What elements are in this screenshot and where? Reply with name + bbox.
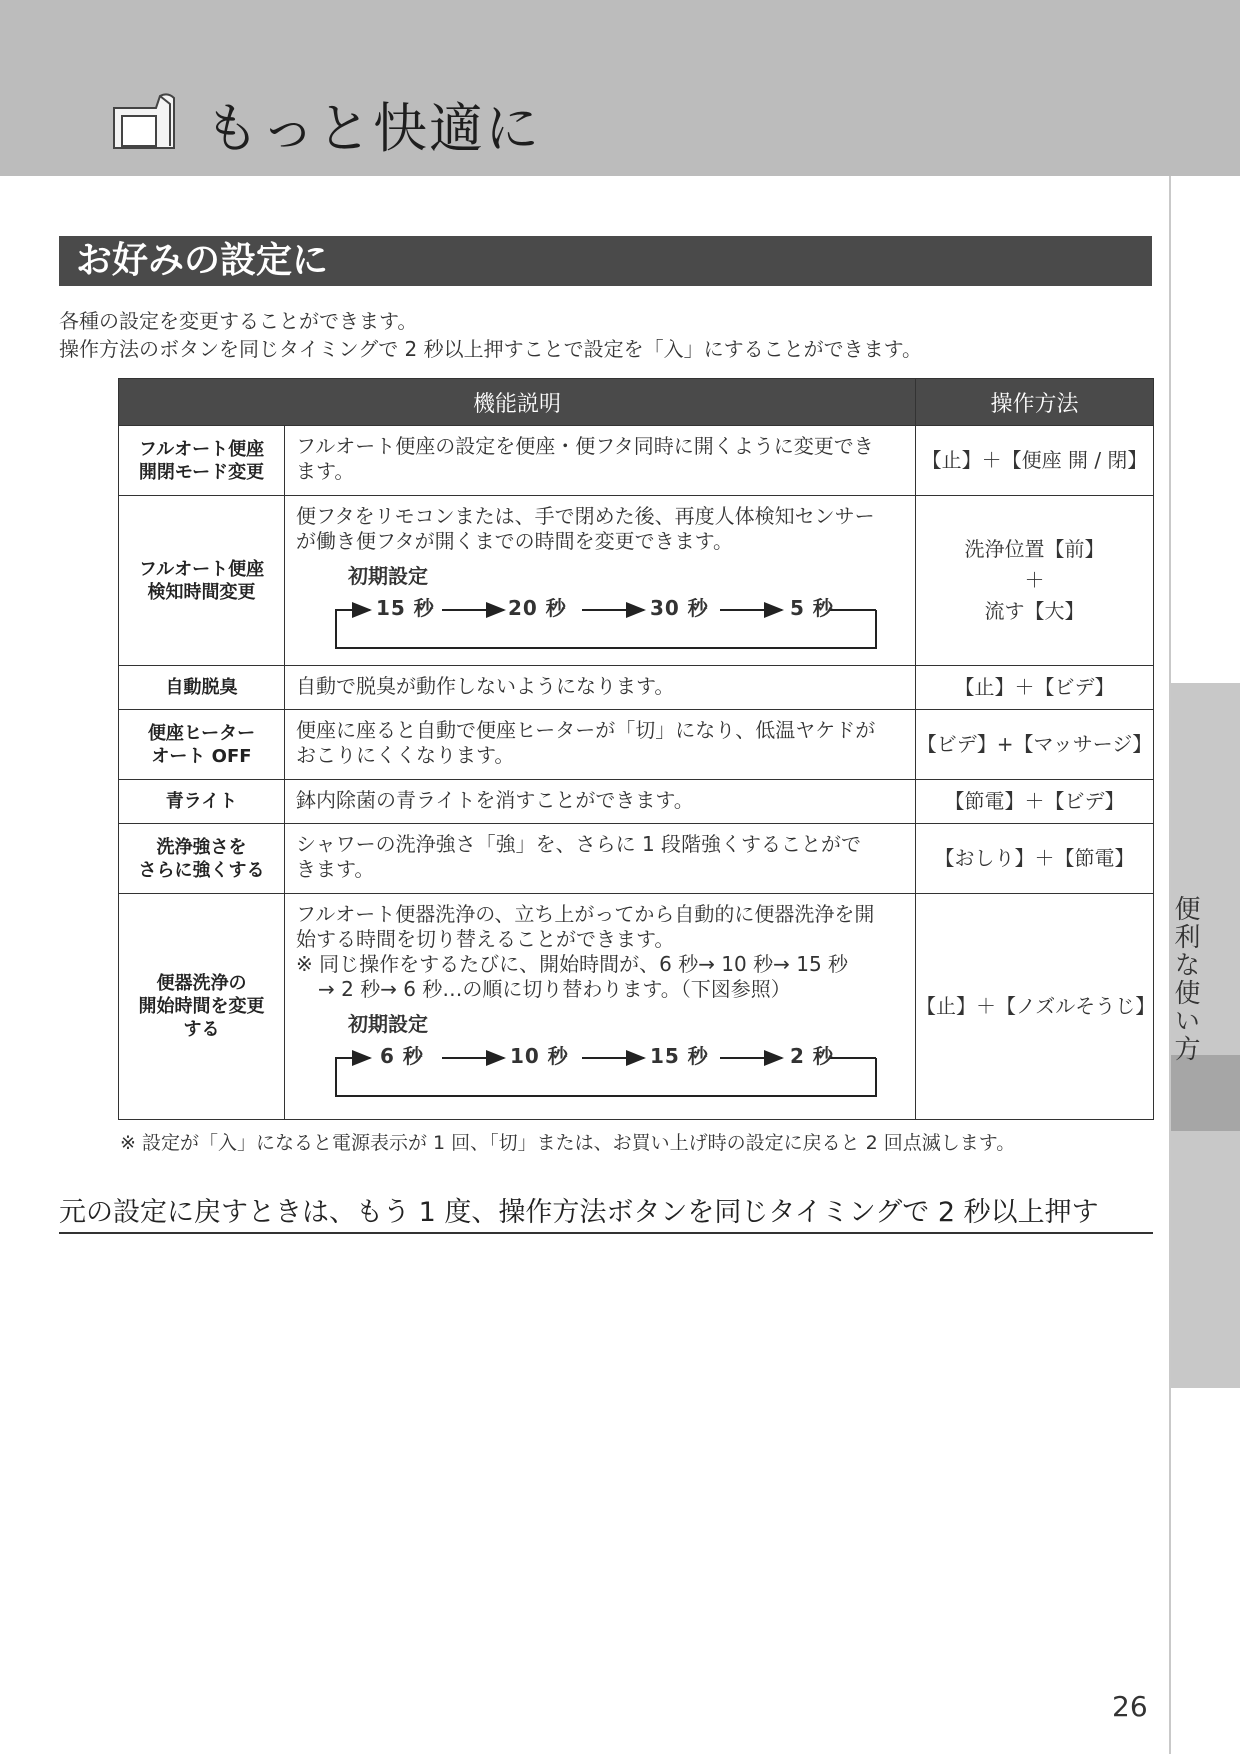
- page-number: 26: [1112, 1690, 1148, 1723]
- section-title: お好みの設定に: [76, 240, 329, 281]
- side-tab-label: 便利な使い方: [1170, 895, 1200, 1063]
- description-line: → 2 秒→ 6 秒…の順に切り替わります。（下図参照）: [318, 977, 791, 1001]
- operation-method: [916, 496, 1154, 666]
- description-line: が働き便フタが開くまでの時間を変更できます。: [296, 529, 733, 553]
- operation-method: 【おしり】＋【節電】: [916, 824, 1154, 894]
- operation-method: 【節電】＋【ビデ】: [916, 780, 1154, 824]
- flow-label: 初期設定: [348, 1012, 428, 1036]
- function-name-line: 検知時間変更: [147, 581, 256, 603]
- flow-step: 30 秒: [650, 596, 709, 620]
- flow-step: 20 秒: [508, 596, 567, 620]
- operation-method: 【止】＋【ノズルそうじ】: [916, 894, 1154, 1120]
- function-description: [285, 666, 916, 710]
- flow-step: 15 秒: [650, 1044, 709, 1068]
- function-name-line: フルオート便座: [138, 438, 265, 460]
- function-name: [119, 496, 285, 666]
- operation-method: 【止】＋【ビデ】: [916, 666, 1154, 710]
- table-row: [119, 496, 1154, 666]
- function-name: 青ライト: [119, 780, 285, 824]
- intro-line-2: 操作方法のボタンを同じタイミングで 2 秒以上押すことで設定を「入」にすることができます。: [59, 337, 923, 361]
- function-name-line: 開閉モード変更: [138, 461, 265, 483]
- description-line: おこりにくくなります。: [296, 743, 515, 767]
- flow-step: 2 秒: [790, 1044, 834, 1068]
- function-description: [285, 780, 916, 824]
- function-name: [119, 894, 285, 1120]
- table-row: [119, 894, 1154, 1120]
- description-line: 鉢内除菌の青ライトを消すことができます。: [296, 788, 694, 812]
- header-operation: 操作方法: [916, 379, 1154, 426]
- description-line: シャワーの洗浄強さ「強」を、さらに 1 段階強くすることがで: [296, 832, 862, 856]
- operation-line: 洗浄位置【前】: [964, 537, 1105, 561]
- toilet-icon: [108, 88, 180, 154]
- flow-label: 初期設定: [348, 564, 428, 588]
- function-name-line: 洗浄強さを: [156, 836, 247, 858]
- function-name-line: する: [183, 1019, 220, 1040]
- side-tab-lower: [1171, 1131, 1240, 1388]
- function-name: [119, 710, 285, 780]
- function-name-line: さらに強くする: [138, 859, 265, 881]
- description-line: ※ 同じ操作をするたびに、開始時間が、6 秒→ 10 秒→ 15 秒: [296, 952, 849, 976]
- function-description: [285, 710, 916, 780]
- description-line: 自動で脱臭が動作しないようになります。: [296, 674, 675, 698]
- operation-method: 【ビデ】+【マッサージ】: [916, 710, 1154, 780]
- table-row: [119, 710, 1154, 780]
- flow-step: 10 秒: [510, 1044, 569, 1068]
- header-function: 機能説明: [119, 379, 916, 426]
- side-tab-marker: [1171, 1055, 1240, 1131]
- function-name: [119, 824, 285, 894]
- flow-step: 5 秒: [790, 596, 834, 620]
- function-name-line: オート OFF: [151, 745, 252, 767]
- table-row: [119, 824, 1154, 894]
- description-line: 始する時間を切り替えることができます。: [296, 927, 675, 951]
- description-line: 便座に座ると自動で便座ヒーターが「切」になり、低温ヤケドが: [296, 718, 876, 742]
- intro-line-1: 各種の設定を変更することができます。: [59, 309, 418, 333]
- table-row: [119, 666, 1154, 710]
- flow-step: 6 秒: [380, 1044, 424, 1068]
- function-name-line: 開始時間を変更: [138, 996, 265, 1017]
- description-line: フルオート便器洗浄の、立ち上がってから自動的に便器洗浄を開: [296, 902, 875, 926]
- reset-heading: 元の設定に戻すときは、もう 1 度、操作方法ボタンを同じタイミングで 2 秒以上押す: [59, 1197, 1099, 1228]
- function-name-line: フルオート便座: [138, 558, 265, 580]
- function-description: [285, 496, 916, 666]
- operation-line: 流す【大】: [984, 599, 1085, 623]
- description-line: 便フタをリモコンまたは、手で閉めた後、再度人体検知センサー: [296, 504, 875, 528]
- description-line: ます。: [296, 459, 355, 483]
- function-name: [119, 426, 285, 496]
- settings-table: [118, 378, 1154, 1120]
- operation-line: ＋: [1024, 568, 1045, 592]
- flow-step: 15 秒: [376, 596, 435, 620]
- function-description: [285, 426, 916, 496]
- function-description: [285, 824, 916, 894]
- footnote: ※ 設定が「入」になると電源表示が 1 回、「切」または、お買い上げ時の設定に戻ると 2 回点滅します。: [120, 1132, 1016, 1154]
- function-description: [285, 894, 916, 1120]
- function-name-line: 便座ヒーター: [147, 722, 256, 744]
- table-row: [119, 426, 1154, 496]
- function-name: 自動脱臭: [119, 666, 285, 710]
- table-row: [119, 780, 1154, 824]
- flow-diagram: [296, 554, 905, 654]
- flow-diagram: [296, 1002, 905, 1102]
- function-name-line: 便器洗浄の: [156, 973, 247, 994]
- heading-underline: [59, 1232, 1153, 1234]
- page-title: もっと快適に: [205, 97, 541, 160]
- description-line: きます。: [296, 857, 375, 881]
- header-band: [0, 0, 1240, 176]
- operation-method: 【止】＋【便座 開 / 閉】: [916, 426, 1154, 496]
- description-line: フルオート便座の設定を便座・便フタ同時に開くように変更でき: [296, 434, 874, 458]
